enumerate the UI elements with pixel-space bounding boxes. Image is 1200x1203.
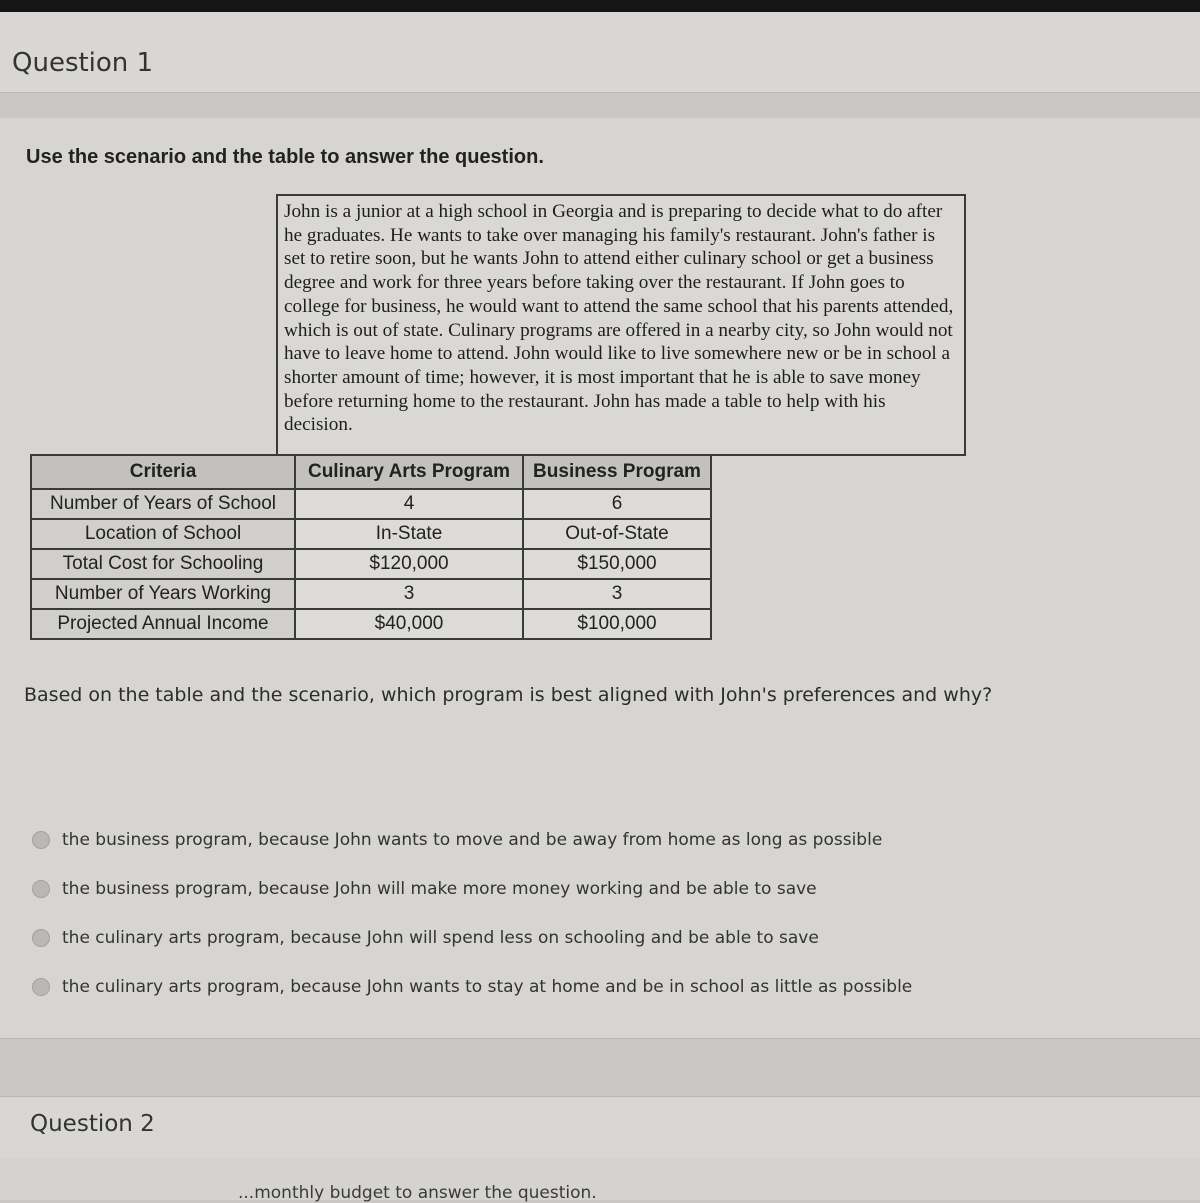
answer-option-label: the culinary arts program, because John will spend less on schooling and be able to save <box>62 928 819 948</box>
table-row <box>31 519 711 549</box>
answer-option-1[interactable] <box>32 830 882 850</box>
table-header: Criteria <box>31 455 295 489</box>
table-cell: 4 <box>295 489 523 519</box>
question-2-instruction: ...monthly budget to answer the question. <box>238 1183 597 1203</box>
top-bar <box>0 0 1200 12</box>
table-cell: Number of Years of School <box>31 489 295 519</box>
table-header: Business Program <box>523 455 711 489</box>
radio-button[interactable] <box>32 831 50 849</box>
question-prompt: Based on the table and the scenario, which program is best aligned with John's preferences and why? <box>24 684 993 706</box>
answer-option-label: the culinary arts program, because John wants to stay at home and be in school as little as possible <box>62 977 913 997</box>
answer-option-2[interactable] <box>32 879 817 899</box>
table-row <box>31 579 711 609</box>
table-row <box>31 609 711 639</box>
table-cell: $100,000 <box>523 609 711 639</box>
answer-option-4[interactable] <box>32 977 912 997</box>
table-cell: Out-of-State <box>523 519 711 549</box>
table-cell: Number of Years Working <box>31 579 295 609</box>
table-cell: $150,000 <box>523 549 711 579</box>
question-2-header <box>0 1096 1200 1158</box>
divider <box>0 1038 1200 1039</box>
question-1-header <box>0 12 1200 93</box>
decision-table <box>30 454 712 640</box>
answer-option-3[interactable] <box>32 928 819 948</box>
table-cell: Total Cost for Schooling <box>31 549 295 579</box>
radio-button[interactable] <box>32 978 50 996</box>
table-cell: 3 <box>523 579 711 609</box>
table-header-row <box>31 455 711 489</box>
instruction-text: Use the scenario and the table to answer the question. <box>26 146 544 168</box>
table-cell: Location of School <box>31 519 295 549</box>
answer-option-label: the business program, because John wants to move and be away from home as long as possible <box>62 830 883 850</box>
table-cell: 3 <box>295 579 523 609</box>
table-row <box>31 489 711 519</box>
table-cell: $40,000 <box>295 609 523 639</box>
table-row <box>31 549 711 579</box>
question-2-title: Question 2 <box>30 1111 155 1137</box>
question-1-title: Question 1 <box>12 48 154 78</box>
table-cell: $120,000 <box>295 549 523 579</box>
scenario-box: John is a junior at a high school in Georgia and is preparing to decide what to do after he graduates. He wants to take over managing his family's restaurant. John's father is set to retire soon, but he wants John to attend either culinary school or get a business degree and work for three years before taking over the restaurant. If John goes to college for business, he would want to attend the same school that his parents attended, which is out of state. Culinary programs are offered in a nearby city, so John would not have to leave home to attend. John would like to live somewhere new or be in school a shorter amount of time; however, it is most important that he is able to save money before returning home to the restaurant. John has made a table to help with his decision. <box>276 194 966 456</box>
table-header: Culinary Arts Program <box>295 455 523 489</box>
radio-button[interactable] <box>32 929 50 947</box>
radio-button[interactable] <box>32 880 50 898</box>
answer-option-label: the business program, because John will make more money working and be able to save <box>62 879 817 899</box>
table-cell: 6 <box>523 489 711 519</box>
question-2-body <box>0 1157 1200 1203</box>
question-1-body <box>0 118 1200 1038</box>
table-cell: Projected Annual Income <box>31 609 295 639</box>
table-cell: In-State <box>295 519 523 549</box>
